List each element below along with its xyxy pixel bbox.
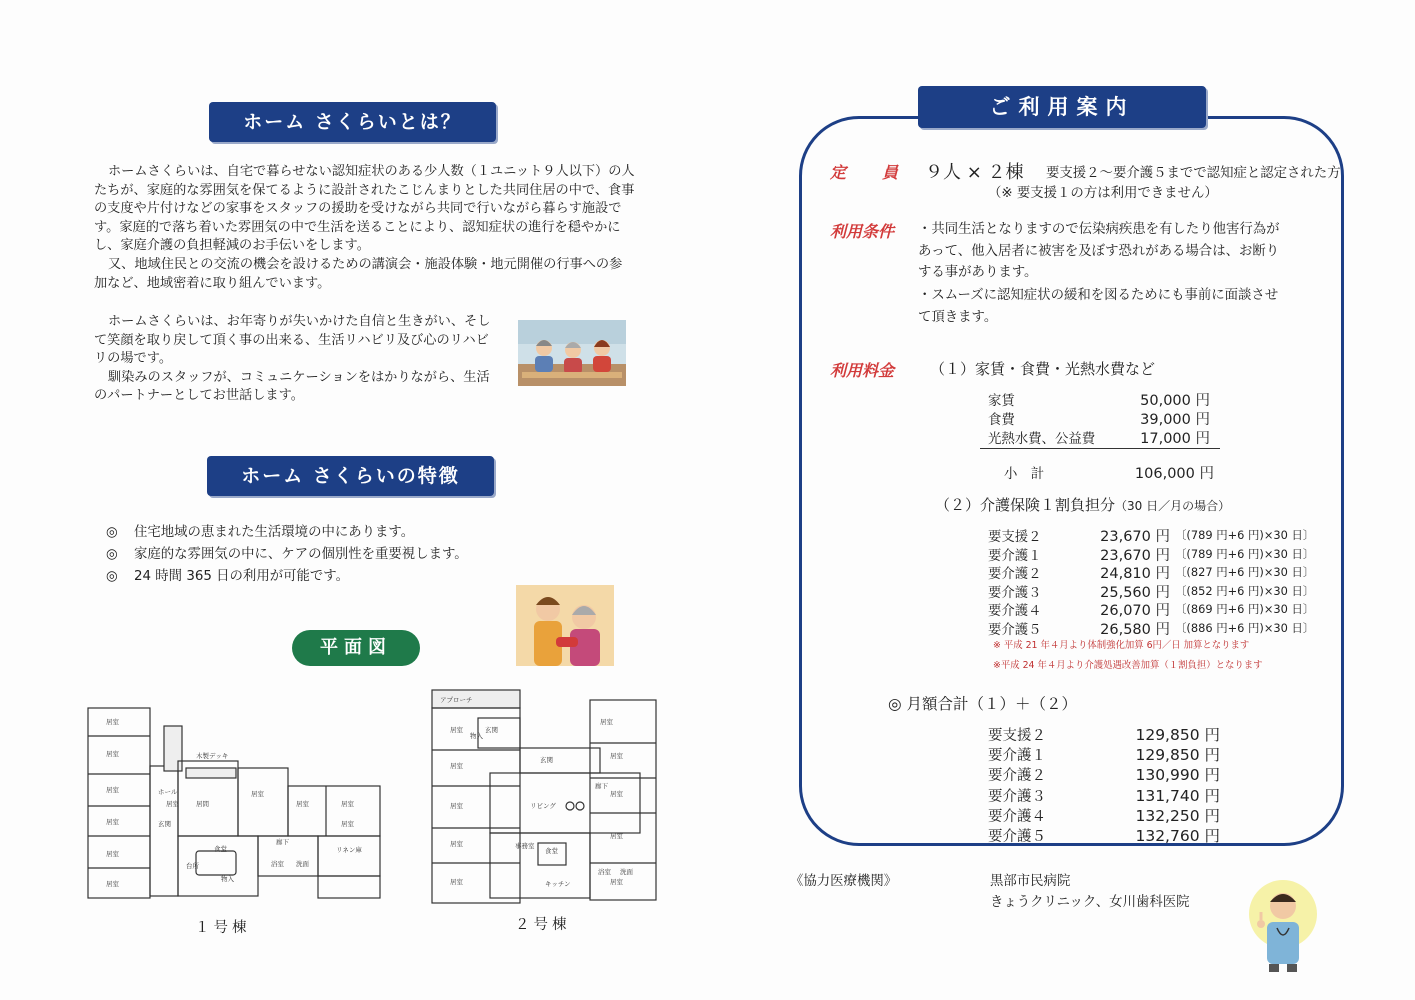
room-label: 居室 bbox=[450, 840, 463, 848]
care-level-calculation: 〔(789 円+6 円)×30 日〕 bbox=[1175, 528, 1315, 542]
fee-utilities-value: 17,000 円 bbox=[1140, 431, 1210, 447]
heading-about: ホーム さくらいとは？ bbox=[209, 102, 496, 142]
care-level-value: 26,580 円 bbox=[1100, 622, 1170, 638]
capacity-value: ９人 × ２棟 bbox=[925, 162, 1024, 183]
room-label: 居室 bbox=[450, 762, 463, 770]
monthly-level-value: 131,740 円 bbox=[1135, 786, 1220, 805]
room-label: リビング bbox=[530, 802, 556, 810]
room-label: 食堂 bbox=[545, 847, 558, 855]
feature-mark: ◎ bbox=[106, 547, 118, 562]
intro-paragraph-2: 又、地域住民との交流の機会を設けるための講演会・施設体験・地元開催の行事への参加など、地域密着に取り組んでいます。 bbox=[94, 256, 623, 291]
subtotal-divider bbox=[980, 448, 1220, 449]
room-label: 居室 bbox=[106, 786, 119, 794]
care-level-value: 25,560 円 bbox=[1100, 584, 1170, 601]
conditions-label: 利用条件 bbox=[830, 222, 895, 241]
room-label: 居室 bbox=[106, 718, 119, 726]
partner-hospital-1: 黒部市民病院 bbox=[990, 874, 1071, 889]
care-level-label: 要支援２ bbox=[988, 530, 1042, 545]
room-label: 浴室 bbox=[598, 868, 611, 876]
floorplan-building-2 bbox=[430, 688, 660, 904]
intro-text-2 bbox=[94, 313, 494, 406]
fee-food-value: 39,000 円 bbox=[1140, 412, 1210, 428]
floorplan-building-1 bbox=[86, 706, 384, 904]
room-label: 洗面 bbox=[296, 860, 309, 868]
care-level-calculation: 〔(869 円+6 円)×30 日〕 bbox=[1175, 602, 1315, 617]
room-label: 居室 bbox=[106, 750, 119, 758]
partner-label: 《協力医療機関》 bbox=[790, 874, 898, 889]
capacity-note: （※ 要支援１の方は利用できません） bbox=[988, 186, 1218, 201]
fee-food-label: 食費 bbox=[988, 413, 1015, 428]
room-label: 玄関 bbox=[158, 820, 171, 828]
subtotal-value: 106,000 円 bbox=[1134, 466, 1214, 482]
care-level-value: 24,810 円 bbox=[1100, 566, 1170, 583]
fee2-title-text: （２）介護保険１割負担分 bbox=[935, 496, 1116, 514]
monthly-level-label: 要介護５ bbox=[988, 829, 1046, 845]
room-label: 居間 bbox=[196, 800, 209, 808]
fee1-title: （１）家賃・食費・光熱水費など bbox=[930, 360, 1156, 378]
capacity-description: 要支援２〜要介護５までで認知症と認定された方 bbox=[1046, 166, 1341, 181]
room-label: 玄関 bbox=[485, 726, 498, 734]
care-level-label: 要介護２ bbox=[988, 567, 1042, 583]
fee-label: 利用料金 bbox=[830, 361, 895, 380]
feature-mark: ◎ bbox=[106, 525, 118, 540]
room-label: 居室 bbox=[106, 880, 119, 888]
monthly-level-label: 要介護４ bbox=[988, 808, 1046, 825]
elderly-group-illustration bbox=[518, 320, 626, 386]
fee-rent-label: 家賃 bbox=[988, 394, 1015, 409]
care-level-calculation: 〔(789 円+6 円)×30 日〕 bbox=[1175, 546, 1315, 561]
monthly-level-label: 要介護３ bbox=[988, 788, 1046, 805]
room-label: 居室 bbox=[251, 790, 264, 798]
monthly-total-title: ◎ 月額合計（１）＋（２） bbox=[888, 695, 1077, 713]
conditions-item-2: ・スムーズに認知症状の緩和を図るためにも事前に面談させて頂きます。 bbox=[918, 288, 1279, 325]
monthly-level-value: 132,760 円 bbox=[1135, 827, 1220, 845]
care-level-value: 23,670 円 bbox=[1100, 529, 1170, 545]
fee2-title-note: （30 日／月の場合） bbox=[1115, 499, 1231, 513]
feature-text-2: 家庭的な雰囲気の中に、ケアの個別性を重要視します。 bbox=[134, 547, 468, 562]
room-label: ホール bbox=[158, 788, 178, 796]
feature-item-2 bbox=[106, 543, 468, 562]
room-label: 居室 bbox=[610, 832, 623, 840]
subtotal-label: 小 計 bbox=[1004, 467, 1045, 482]
room-label: 廊下 bbox=[276, 838, 289, 846]
room-label: アプローチ bbox=[440, 696, 473, 704]
room-label: 居室 bbox=[610, 790, 623, 798]
care-level-value: 26,070 円 bbox=[1100, 603, 1170, 620]
room-label: 食堂 bbox=[214, 845, 227, 853]
feature-item-1 bbox=[106, 521, 414, 540]
room-label: 台所 bbox=[186, 862, 199, 870]
monthly-level-label: 要支援２ bbox=[988, 728, 1046, 744]
room-label: 事務室 bbox=[515, 842, 535, 850]
monthly-level-value: 129,850 円 bbox=[1135, 746, 1220, 765]
building-1-label: １号棟 bbox=[195, 920, 251, 936]
room-label: 洗面 bbox=[620, 868, 633, 876]
intro2-paragraph-2: 馴染みのスタッフが、コミュニケーションをはかりながら、生活のパートナーとしてお世話します。 bbox=[94, 369, 490, 404]
care-level-label: 要介護５ bbox=[988, 623, 1042, 638]
feature-mark: ◎ bbox=[106, 569, 118, 584]
heading-features: ホーム さくらいの特徴 bbox=[207, 456, 494, 496]
intro-paragraph-1: ホームさくらいは、自宅で暮らせない認知症状のある少人数（１ユニット９人以下）の人たちが、家庭的な雰囲気を保てるように設計されたこじんまりとした共同住居の中で、食事の支度や片付けなどの家事をスタッフの援助を受けながら共同で行いながら暮らす施設です。家庭的で落ち着いた雰囲気の中で生活を送ることにより、認知症状の進行を穏やかにし、家庭介護の負担軽減のお手伝いをします。 bbox=[94, 164, 635, 254]
conditions-item-1: ・共同生活となりますので伝染病疾患を有したり他害行為があって、他入居者に被害を及ぼす恐れがある場合は、お断りする事があります。 bbox=[918, 222, 1280, 281]
feature-text-3: 24 時間 365 日の利用が可能です。 bbox=[134, 569, 349, 584]
room-label: 居室 bbox=[610, 752, 623, 760]
room-label: 居室 bbox=[341, 800, 354, 808]
monthly-level-value: 129,850 円 bbox=[1135, 726, 1220, 744]
monthly-level-value: 132,250 円 bbox=[1135, 806, 1220, 825]
room-label: 居室 bbox=[450, 878, 463, 886]
fee2-title bbox=[935, 494, 1230, 515]
care-level-calculation: 〔(827 円+6 円)×30 日〕 bbox=[1175, 565, 1315, 580]
room-label: 居室 bbox=[450, 802, 463, 810]
care-level-value: 23,670 円 bbox=[1100, 547, 1170, 564]
room-label: 物入 bbox=[221, 875, 234, 883]
room-label: リネン庫 bbox=[336, 846, 362, 854]
feature-item-3 bbox=[106, 565, 349, 584]
capacity-label: 定 員 bbox=[830, 163, 909, 182]
room-label: 居室 bbox=[296, 800, 309, 808]
room-label: 居室 bbox=[166, 800, 179, 808]
room-label: 居室 bbox=[600, 718, 613, 726]
care-level-calculation: 〔(852 円+6 円)×30 日〕 bbox=[1175, 583, 1315, 598]
heading-usage-guide: ご利用案内 bbox=[918, 86, 1206, 128]
intro-text bbox=[94, 163, 635, 293]
care-note-2: ※平成 24 年４月より介護処遇改善加算（１割負担）となります bbox=[993, 660, 1263, 671]
care-level-label: 要介護３ bbox=[988, 585, 1042, 601]
monthly-level-label: 要介護２ bbox=[988, 768, 1046, 785]
room-label: 居室 bbox=[341, 820, 354, 828]
fee-rent-value: 50,000 円 bbox=[1140, 393, 1210, 409]
care-note-1: ※ 平成 21 年４月より体制強化加算 6円／日 加算となります bbox=[993, 640, 1250, 651]
partner-hospital-2: きょうクリニック、女川歯科医院 bbox=[990, 895, 1190, 910]
care-level-label: 要介護４ bbox=[988, 604, 1042, 620]
room-label: 居室 bbox=[450, 726, 463, 734]
care-level-label: 要介護１ bbox=[988, 548, 1042, 564]
care-level-calculation: 〔(886 円+6 円)×30 日〕 bbox=[1175, 621, 1315, 635]
monthly-level-value: 130,990 円 bbox=[1135, 766, 1220, 785]
room-label: 浴室 bbox=[271, 860, 284, 868]
building-2-label: ２号棟 bbox=[515, 917, 571, 933]
intro2-paragraph-1: ホームさくらいは、お年寄りが失いかけた自信と生きがい、そして笑顔を取り戻して頂く事の出来る、生活リハビリ及び心のリハビリの場です。 bbox=[94, 314, 491, 367]
fee-utilities-label: 光熱水費、公益費 bbox=[988, 432, 1096, 447]
room-label: 玄関 bbox=[540, 756, 553, 764]
room-label: 物入 bbox=[470, 732, 483, 740]
room-label: キッチン bbox=[545, 880, 571, 888]
room-label: 居室 bbox=[106, 850, 119, 858]
room-label: 木製デッキ bbox=[196, 752, 229, 760]
doctor-illustration bbox=[1247, 878, 1319, 974]
floorplan-title: 平面図 bbox=[292, 630, 420, 666]
monthly-level-label: 要介護１ bbox=[988, 748, 1046, 765]
room-label: 居室 bbox=[106, 818, 119, 826]
caregiver-illustration bbox=[516, 585, 614, 666]
feature-text-1: 住宅地域の恵まれた生活環境の中にあります。 bbox=[134, 525, 415, 540]
room-label: 居室 bbox=[610, 878, 623, 886]
room-label: 廊下 bbox=[595, 782, 608, 790]
